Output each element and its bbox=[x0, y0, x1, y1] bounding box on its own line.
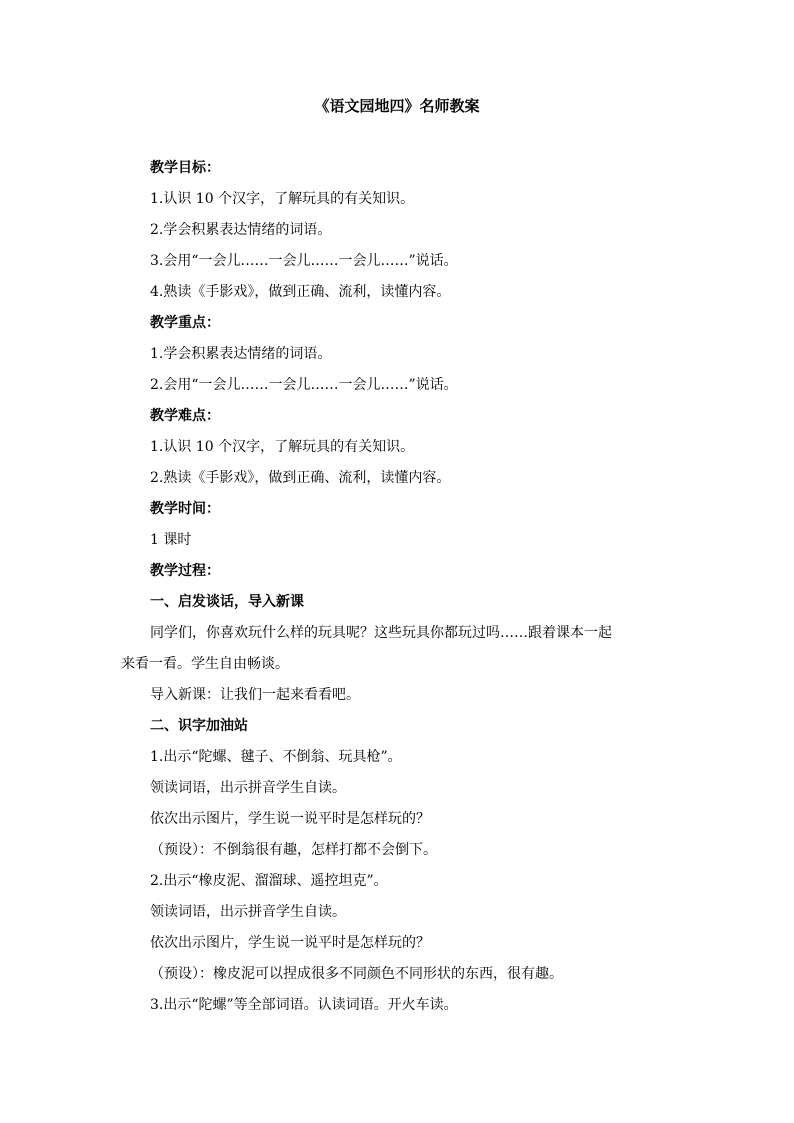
document-title: 《语文园地四》名师教案 bbox=[314, 97, 480, 115]
objective-item: 4.熟读《手影戏》，做到正确、流利，读懂内容。 bbox=[150, 284, 451, 300]
part2-line: 3.出示“陀螺”等全部词语。认读词语。开火车读。 bbox=[150, 997, 458, 1013]
part2-line: 依次出示图片，学生说一说平时是怎样玩的？ bbox=[150, 935, 430, 951]
objective-item: 1.认识 10 个汉字，了解玩具的有关知识。 bbox=[150, 191, 415, 207]
part2-line: 2.出示“橡皮泥、溜溜球、遥控坦克”。 bbox=[150, 873, 388, 889]
difficulty-item: 1.认识 10 个汉字，了解玩具的有关知识。 bbox=[150, 439, 415, 455]
part2-line: 领读词语，出示拼音学生自读。 bbox=[150, 780, 346, 796]
objectives-heading: 教学目标： bbox=[150, 160, 220, 176]
difficulties-heading: 教学难点： bbox=[150, 408, 220, 424]
part1-heading: 一、启发谈话，导入新课 bbox=[150, 594, 304, 610]
part2-line: 依次出示图片，学生说一说平时是怎样玩的？ bbox=[150, 811, 430, 827]
key-point-item: 1.学会积累表达情绪的词语。 bbox=[150, 346, 332, 362]
process-heading: 教学过程： bbox=[150, 563, 220, 579]
part1-paragraph-line2: 来看一看。学生自由畅谈。 bbox=[121, 656, 289, 672]
objective-item: 3.会用“一会儿……一会儿……一会儿……”说话。 bbox=[150, 253, 458, 269]
difficulty-item: 2.熟读《手影戏》，做到正确、流利，读懂内容。 bbox=[150, 470, 451, 486]
key-point-item: 2.会用“一会儿……一会儿……一会儿……”说话。 bbox=[150, 377, 458, 393]
objective-item: 2.学会积累表达情绪的词语。 bbox=[150, 222, 332, 238]
part2-line: 领读词语，出示拼音学生自读。 bbox=[150, 904, 346, 920]
part2-line: （预设）：不倒翁很有趣，怎样打都不会倒下。 bbox=[150, 842, 437, 858]
document-body bbox=[121, 153, 680, 1021]
part1-paragraph bbox=[121, 618, 680, 680]
part2-heading: 二、识字加油站 bbox=[150, 718, 248, 734]
part1-intro: 导入新课：让我们一起来看看吧。 bbox=[150, 687, 360, 703]
time-value: 1 课时 bbox=[150, 532, 192, 548]
time-heading: 教学时间： bbox=[150, 501, 220, 517]
part1-paragraph-line1: 同学们，你喜欢玩什么样的玩具呢？这些玩具你都玩过吗……跟着课本一起 bbox=[150, 625, 612, 641]
part2-line: （预设）：橡皮泥可以捏成很多不同颜色不同形状的东西，很有趣。 bbox=[150, 966, 563, 982]
key-points-heading: 教学重点： bbox=[150, 315, 220, 331]
part2-line: 1.出示“陀螺、毽子、不倒翁、玩具枪”。 bbox=[150, 749, 402, 765]
